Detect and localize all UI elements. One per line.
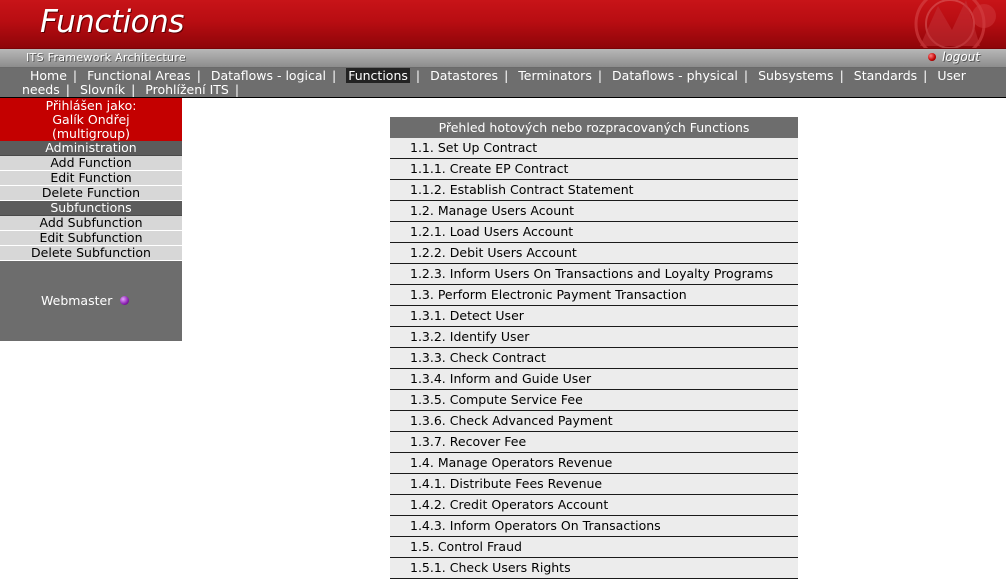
login-info [0,98,182,141]
header-banner [0,0,1006,49]
delete-function-link[interactable]: Delete Function [0,186,182,201]
function-row[interactable]: 1.4. Manage Operators Revenue [390,453,798,474]
logout-link[interactable] [928,50,980,64]
table-body [390,138,798,579]
function-row[interactable]: 1.3. Perform Electronic Payment Transaction [390,285,798,306]
edit-function-link[interactable]: Edit Function [0,171,182,186]
add-subfunction-link[interactable]: Add Subfunction [0,216,182,231]
subtitle-bar [0,49,1006,68]
logout-bullet-icon [928,53,936,61]
logout-label: logout [942,50,980,64]
nav-standards[interactable]: Standards [853,68,918,83]
nav-text: Home | Functional Areas | Dataflows - logical | Functions | Datastores | Terminators | Dataflows - physical | Subsystems | Standards | User needs | Slovník | Prohlížení ITS | [22,68,966,97]
nav-subsystems[interactable]: Subsystems [758,68,834,83]
nav-dataflows-logical[interactable]: Dataflows - logical [210,68,326,83]
nav-slovnik[interactable]: Slovník [79,82,126,97]
emblem-watermark-icon [880,0,1000,49]
function-row[interactable]: 1.1.1. Create EP Contract [390,159,798,180]
nav-terminators[interactable]: Terminators [518,68,592,83]
administration-header: Administration [0,141,182,156]
login-label: Přihlášen jako: [45,98,137,113]
function-row[interactable]: 1.2.2. Debit Users Account [390,243,798,264]
function-row[interactable]: 1.3.6. Check Advanced Payment [390,411,798,432]
function-row[interactable]: 1.1.2. Establish Contract Statement [390,180,798,201]
user-name: Galík Ondřej [52,112,130,127]
function-row[interactable]: 1.4.3. Inform Operators On Transactions [390,516,798,537]
function-row[interactable]: 1.5. Control Fraud [390,537,798,558]
function-row[interactable]: 1.3.7. Recover Fee [390,432,798,453]
function-row[interactable]: 1.1. Set Up Contract [390,138,798,159]
function-row[interactable]: 1.3.4. Inform and Guide User [390,369,798,390]
function-row[interactable]: 1.2. Manage Users Acount [390,201,798,222]
webmaster-link[interactable] [41,293,129,308]
nav-functions[interactable]: Functions [348,68,408,83]
add-function-link[interactable]: Add Function [0,156,182,171]
nav-datastores[interactable]: Datastores [430,68,499,83]
subfunctions-header: Subfunctions [0,201,182,216]
function-row[interactable]: 1.3.3. Check Contract [390,348,798,369]
edit-subfunction-link[interactable]: Edit Subfunction [0,231,182,246]
function-row[interactable]: 1.4.1. Distribute Fees Revenue [390,474,798,495]
function-row[interactable]: 1.4.2. Credit Operators Account [390,495,798,516]
main-nav [0,68,1006,98]
function-row[interactable]: 1.5.1. Check Users Rights [390,558,798,579]
page-title: Functions [40,4,184,40]
function-row[interactable]: 1.3.1. Detect User [390,306,798,327]
webmaster-label: Webmaster [41,293,113,308]
function-row[interactable]: 1.2.1. Load Users Account [390,222,798,243]
sidebar [0,98,182,341]
function-row[interactable]: 1.2.3. Inform Users On Transactions and Loyalty Programs [390,264,798,285]
function-row[interactable]: 1.3.2. Identify User [390,327,798,348]
function-row[interactable]: 1.3.5. Compute Service Fee [390,390,798,411]
functions-table [390,117,798,579]
nav-dataflows-physical[interactable]: Dataflows - physical [612,68,738,83]
nav-prohlizeni-its[interactable]: Prohlížení ITS [145,82,229,97]
table-header: Přehled hotových nebo rozpracovaných Functions [390,117,798,138]
delete-subfunction-link[interactable]: Delete Subfunction [0,246,182,261]
site-subtitle: ITS Framework Architecture [26,51,186,64]
nav-home[interactable]: Home [30,68,67,83]
nav-user-needs[interactable]: User needs [22,68,966,97]
nav-functional-areas[interactable]: Functional Areas [87,68,191,83]
user-group: (multigroup) [51,126,130,141]
webmaster-bullet-icon [120,296,129,305]
